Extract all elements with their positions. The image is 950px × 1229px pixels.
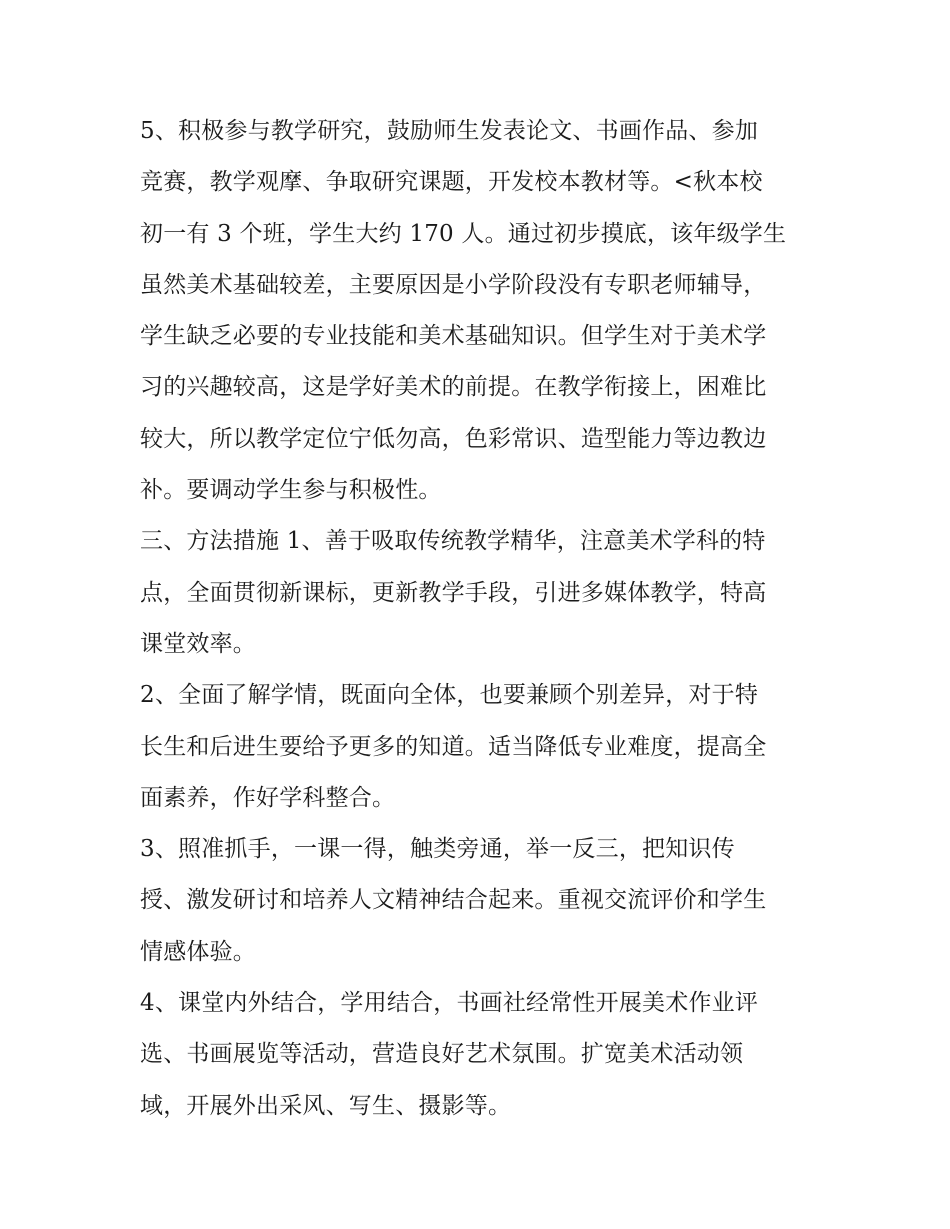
text-line: 4、课堂内外结合，学用结合，书画社经常性开展美术作业评 bbox=[140, 990, 759, 1017]
text-line: 习的兴趣较高，这是学好美术的前提。在教学衔接上，困难比 bbox=[140, 374, 767, 401]
text-line: 面素养，作好学科整合。 bbox=[140, 784, 396, 811]
text-line: 三、方法措施 1、善于吸取传统教学精华，注意美术学科的特 bbox=[140, 528, 766, 555]
text-line: 2、全面了解学情，既面向全体，也要兼顾个别差异，对于特 bbox=[140, 682, 759, 709]
text-line: 课堂效率。 bbox=[140, 630, 256, 657]
text-line: 3、照准抓手，一课一得，触类旁通，举一反三，把知识传 bbox=[140, 836, 735, 863]
text-line: 5、积极参与教学研究，鼓励师生发表论文、书画作品、参加 bbox=[140, 118, 759, 144]
text-line: 初一有 3 个班，学生大约 170 人。通过初步摸底，该年级学生 bbox=[140, 220, 787, 247]
text-line: 授、激发研讨和培养人文精神结合起来。重视交流评价和学生 bbox=[140, 887, 767, 914]
text-line: 选、书画展览等活动，营造良好艺术氛围。扩宽美术活动领 bbox=[140, 1041, 744, 1068]
text-line: 学生缺乏必要的专业技能和美术基础知识。但学生对于美术学 bbox=[140, 323, 767, 350]
text-line: 补。要调动学生参与积极性。 bbox=[140, 477, 442, 504]
text-line: 点，全面贯彻新课标，更新教学手段，引进多媒体教学，特高 bbox=[140, 579, 767, 606]
text-line: 域，开展外出采风、写生、摄影等。 bbox=[140, 1092, 512, 1119]
text-line: 情感体验。 bbox=[140, 938, 256, 965]
text-line: 竞赛，教学观摩、争取研究课题，开发校本教材等。<秋本校 bbox=[140, 169, 763, 196]
document-body bbox=[140, 106, 820, 1132]
text-line: 虽然美术基础较差，主要原因是小学阶段没有专职老师辅导， bbox=[140, 271, 767, 298]
text-line: 长生和后进生要给予更多的知道。适当降低专业难度，提高全 bbox=[140, 733, 767, 760]
text-line: 较大，所以教学定位宁低勿高，色彩常识、造型能力等边教边 bbox=[140, 425, 767, 452]
